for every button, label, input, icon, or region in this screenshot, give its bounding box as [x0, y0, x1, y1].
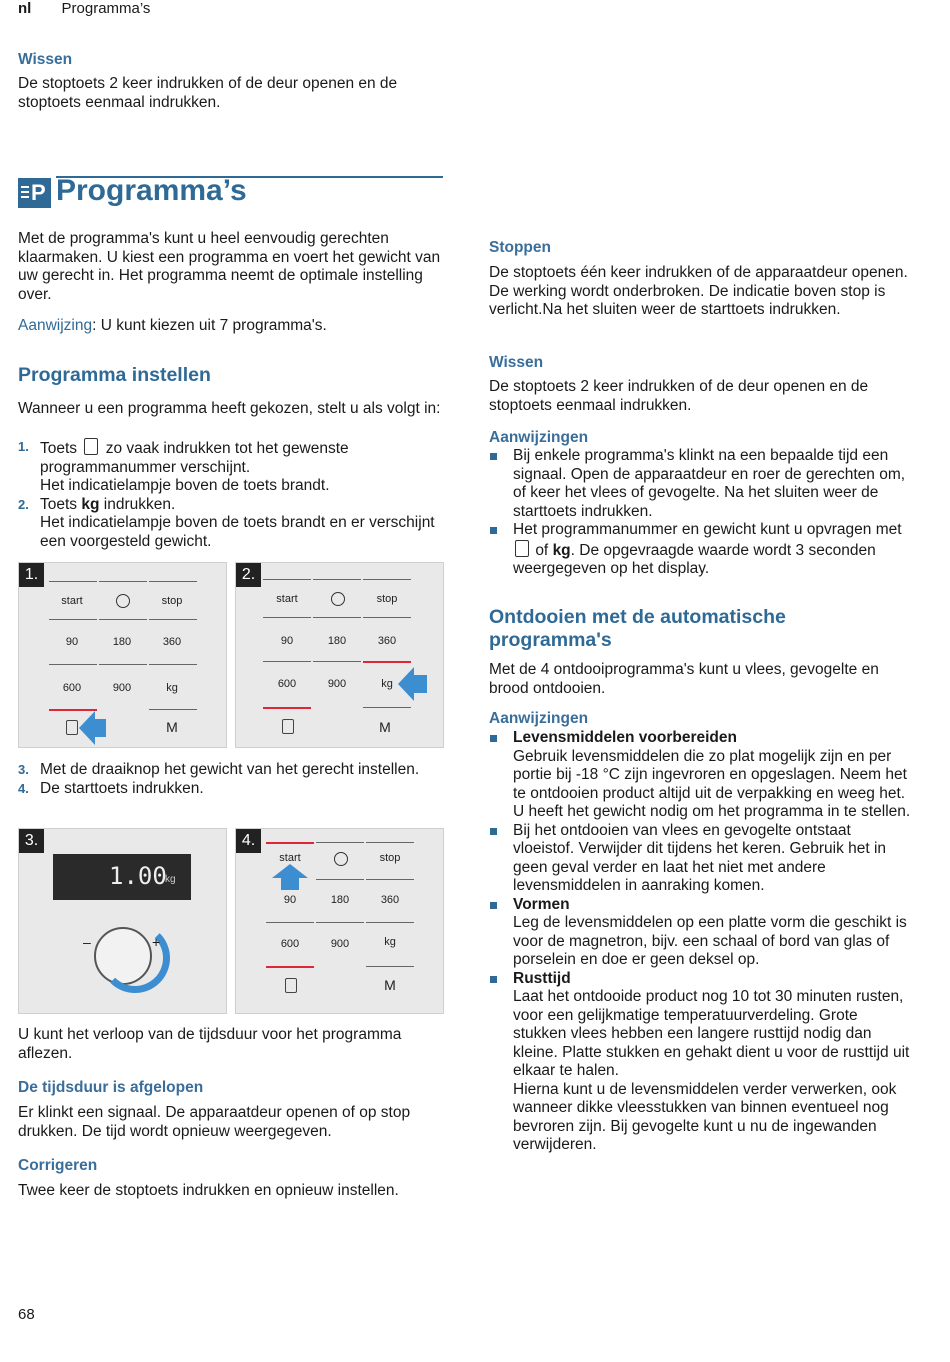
corrigeren-text: Twee keer de stoptoets indrukken en opnieuw instellen.	[18, 1182, 399, 1199]
wissen-text: De stoptoets 2 keer indrukken of de deur openen en de stoptoets eenmaal indrukken.	[489, 378, 869, 414]
arrow-left-icon	[398, 667, 414, 701]
bullet-icon	[490, 527, 497, 534]
ontdooien-heading: Ontdooien met de automatische programma's	[489, 606, 786, 651]
step-number: 3.	[18, 762, 29, 777]
instellen-heading: Programma instellen	[18, 364, 211, 386]
stop-label: stop	[379, 852, 401, 864]
start-label: start	[61, 595, 83, 607]
step-3	[18, 761, 448, 780]
bullet-icon	[490, 976, 497, 983]
stoppen-text: De stoptoets één keer indrukken of de apparaatdeur openen. De werking wordt onderbroken. De indicatie boven stop is verlicht.Na het sluiten weer de starttoets indrukken.	[489, 264, 908, 318]
step-text: De starttoets indrukken.	[40, 779, 204, 797]
step-1	[18, 438, 448, 496]
stoppen-heading: Stoppen	[489, 239, 551, 256]
afgelopen-text: Er klinkt een signaal. De apparaatdeur openen of op stop drukken. De tijd wordt opnieuw weergegeven.	[18, 1104, 411, 1140]
memory-label: M	[384, 977, 396, 993]
page-header	[18, 0, 618, 20]
list-item-text: Leg de levensmiddelen op een platte vorm die geschikt is voor de magnetron, bijv. een schaal of bord van glas of porselein en doe er geen deksel op.	[513, 914, 907, 968]
weight-180: 180	[112, 636, 132, 648]
list-item	[489, 970, 914, 1155]
display	[53, 854, 191, 900]
aanwijzingen-heading-2: Aanwijzingen	[489, 710, 589, 727]
list-item	[489, 896, 914, 970]
start-label: start	[279, 852, 301, 864]
list-item-text: Het programmanummer en gewicht kunt u opvragen met	[513, 521, 902, 538]
top-wissen-heading: Wissen	[18, 51, 73, 68]
arrow-left-icon-shaft	[413, 675, 427, 693]
list-item-text: Hierna kunt u de levensmiddelen verder verwerken, ook wanneer dikke vleesstukken van binnen eventueel nog bevroren zijn. Bij gevogelte kunt u nu de ingewanden verwijderen.	[513, 1080, 897, 1153]
list-item	[489, 447, 914, 521]
weight-360: 360	[380, 894, 400, 906]
panel-step-1	[18, 562, 227, 748]
step-text: zo vaak indrukken tot het gewenste programmanummer verschijnt.	[40, 440, 349, 476]
kg-key-label: kg	[81, 495, 100, 513]
weight-90: 90	[283, 894, 297, 906]
step-text: Toets	[40, 440, 78, 457]
clock-icon	[334, 852, 348, 866]
bullet-icon	[490, 735, 497, 742]
bullet-icon	[490, 828, 497, 835]
bullet-icon	[490, 902, 497, 909]
list-item	[489, 521, 914, 579]
wissen-heading: Wissen	[489, 354, 544, 371]
panel-badge: 4.	[236, 829, 261, 853]
step-text: Toets	[40, 495, 78, 513]
weight-600: 600	[277, 678, 297, 690]
program-key-icon	[515, 540, 529, 557]
arrow-left-icon	[79, 711, 95, 745]
kg-key-label: kg	[552, 541, 571, 559]
clock-icon	[331, 592, 345, 606]
display-value: 1.00	[109, 862, 167, 890]
program-key-icon	[282, 719, 294, 734]
aanwijzingen-heading-1: Aanwijzingen	[489, 429, 589, 446]
aanwijzingen-list-1	[489, 447, 914, 579]
verloop-text: U kunt het verloop van de tijdsduur voor het programma aflezen.	[18, 1026, 402, 1062]
program-key-icon	[285, 978, 297, 993]
memory-label: M	[379, 719, 391, 735]
step-number: 4.	[18, 780, 29, 796]
chapter-title: Programma’s	[56, 174, 247, 207]
plus-label: +	[152, 934, 161, 950]
list-item	[489, 822, 914, 896]
minus-label: –	[83, 934, 91, 950]
aanwijzingen-list-2	[489, 729, 914, 1155]
programs-icon-letter: P	[31, 180, 46, 205]
step-number: 1.	[18, 439, 29, 454]
corrigeren-heading: Corrigeren	[18, 1157, 98, 1174]
hint-label: Aanwijzing	[18, 317, 93, 334]
weight-600: 600	[62, 682, 82, 694]
step-text: Met de draaiknop het gewicht van het gerecht instellen.	[40, 761, 420, 778]
list-item-title: Levensmiddelen voorbereiden	[513, 729, 737, 746]
header-section: Programma’s	[61, 0, 151, 17]
list-item-title: Rusttijd	[513, 969, 571, 987]
display-unit: kg	[165, 874, 176, 885]
list-item-text: . De opgevraagde waarde wordt 3 seconden weergegeven op het display.	[513, 541, 876, 577]
intro-text: Met de programma's kunt u heel eenvoudig gerechten klaarmaken. U kiest een programma en voert het gewicht van uw gerecht in. Het programma neemt de optimale instelling over.	[18, 230, 441, 303]
language-code: nl	[18, 0, 32, 17]
steps-3-4	[18, 761, 448, 798]
panel-badge: 1.	[19, 563, 44, 587]
arrow-up-icon	[272, 864, 308, 878]
list-item-text: Laat het ontdooide product nog 10 tot 30 minuten rusten, voor een gelijkmatige temperatuurverdeling. Grote stukken vlees hebben een langere rusttijd nodig dan kleine. Platte stukken en gehakt dient u voor de rusttijd uit elkaar te halen.	[513, 988, 910, 1079]
steps-1-2	[18, 438, 448, 551]
panel-badge: 2.	[236, 563, 261, 587]
weight-360: 360	[162, 636, 182, 648]
weight-360: 360	[377, 635, 397, 647]
arrow-up-icon-shaft	[281, 878, 299, 890]
list-item-text: Gebruik levensmiddelen die zo plat mogelijk zijn en per portie bij -18 °C zijn ingevroren en opgeslagen. Neem het te ontdooien product altijd uit de verpakking en weeg het. U heeft het gewicht nodig om het programma in te stellen.	[513, 747, 911, 820]
step-text: Het indicatielampje boven de toets brandt.	[40, 477, 330, 494]
clock-icon	[116, 594, 130, 608]
list-item-text: Bij enkele programma's klinkt na een bepaalde tijd een signaal. Open de apparaatdeur en roer de gerechten om, of keer het vlees of gevogelte. Na het sluiten weer de starttoets indrukken.	[513, 447, 906, 520]
panel-step-4	[235, 828, 444, 1014]
weight-180: 180	[330, 894, 350, 906]
kg-label: kg	[381, 678, 393, 690]
step-text: Het indicatielampje boven de toets brandt en er verschijnt een voorgesteld gewicht.	[40, 514, 435, 550]
stop-label: stop	[161, 595, 183, 607]
panel-badge: 3.	[19, 829, 44, 853]
weight-600: 600	[280, 938, 300, 950]
afgelopen-heading: De tijdsduur is afgelopen	[18, 1079, 204, 1096]
programs-icon	[18, 178, 51, 208]
arrow-left-icon-shaft	[94, 719, 106, 737]
top-wissen-text: De stoptoets 2 keer indrukken of de deur openen en de stoptoets eenmaal indrukken.	[18, 75, 398, 111]
step-text: indrukken.	[103, 495, 176, 513]
kg-label: kg	[384, 936, 396, 948]
program-key-icon	[84, 438, 98, 455]
list-item-text: Bij het ontdooien van vlees en gevogelte ontstaat vloeistof. Verwijder dit tijdens het keren. Gebruik het in geen geval verder en laat het niet met andere levensmiddelen in aanraking komen.	[513, 821, 887, 894]
list-item-title: Vormen	[513, 895, 570, 913]
step-number: 2.	[18, 496, 29, 512]
panel-step-3	[18, 828, 227, 1014]
list-item-text: of	[535, 541, 549, 559]
list-item	[489, 729, 914, 822]
start-label: start	[276, 593, 298, 605]
weight-180: 180	[327, 635, 347, 647]
weight-90: 90	[280, 635, 294, 647]
kg-label: kg	[166, 682, 178, 694]
page-number: 68	[18, 1306, 35, 1323]
panel-step-2	[235, 562, 444, 748]
stop-label: stop	[376, 593, 398, 605]
weight-900: 900	[330, 938, 350, 950]
weight-900: 900	[327, 678, 347, 690]
bullet-icon	[490, 453, 497, 460]
step-2	[18, 496, 448, 552]
hint-text: : U kunt kiezen uit 7 programma's.	[92, 317, 327, 334]
memory-label: M	[166, 719, 178, 735]
program-key-icon	[66, 720, 78, 735]
instellen-intro: Wanneer u een programma heeft gekozen, stelt u als volgt in:	[18, 400, 441, 417]
step-4	[18, 780, 448, 799]
ontdooien-text: Met de 4 ontdooiprogramma's kunt u vlees, gevogelte en brood ontdooien.	[489, 661, 879, 697]
hint-line	[18, 317, 448, 336]
weight-90: 90	[65, 636, 79, 648]
weight-900: 900	[112, 682, 132, 694]
